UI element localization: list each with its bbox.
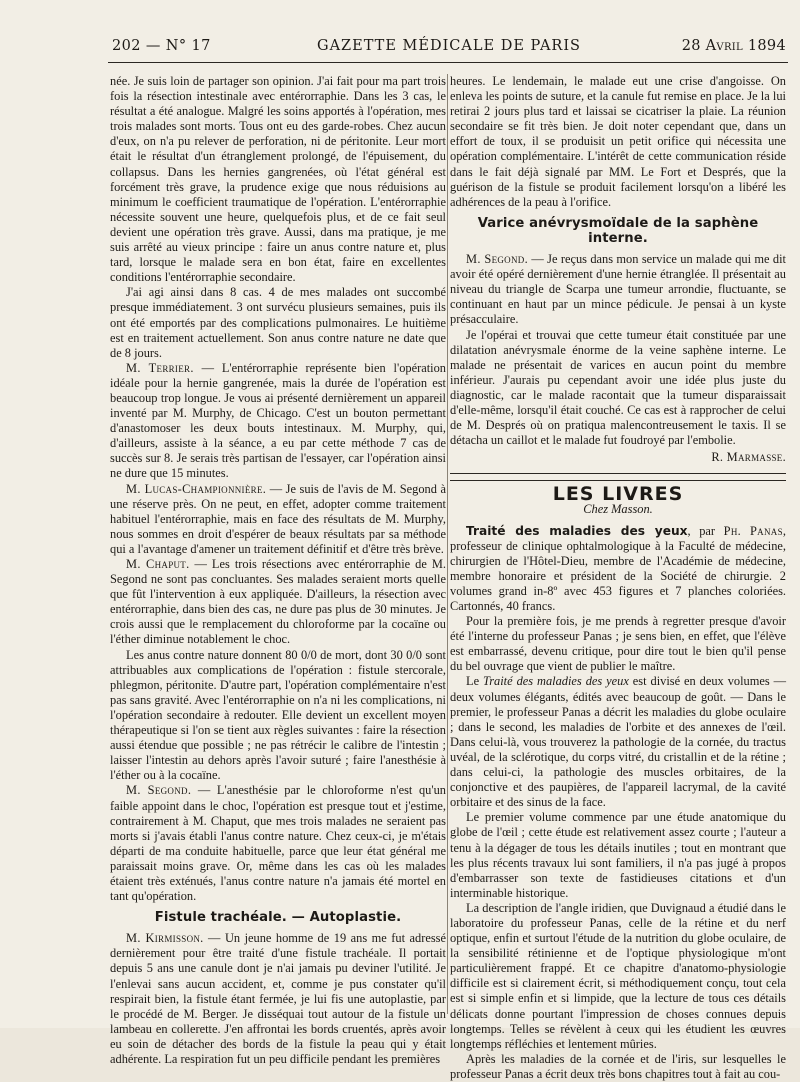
book-title-italic: Traité des maladies des yeux bbox=[483, 674, 629, 689]
paragraph bbox=[110, 931, 446, 1067]
paragraph: Les anus contre nature donnent 80 0/0 de mort, dont 30 0/0 sont attribuables aux complications de l'opération : fistule stercorale, phlegmon, péritonite. D'autre part, l'opération complémentaire n'est pas sans gravité. Avec l'entérorraphie on n'a ni les complications, ni l'opération secondaire à redouter. Elle devient un excellent moyen thérapeutique si l'on se tient aux règles suivantes : faire la résection aussi étendue que possible ; ne pas rétrécir le calibre de l'intestin ; laisser l'intestin au dehors après l'avoir suturé ; faire l'anesthésie à l'éther ou à la cocaïne. bbox=[110, 647, 446, 783]
speech-text: — Un jeune homme de 19 ans me fut adressé dernièrement pour être traité d'une fistule trachéale. Il portait depuis 5 ans une canule dont je n'ai jamais pu deviner l'utilité. Je l'enlevai sans aucun accident, et, comme je pus constater qu'il respirait bien, la fistule étant fermée, je lui fis une autoplastie, par le procédé de M. Berger. Je disséquai tout autour de la fistule un lambeau en collerette. J'en affrontai les bords cruentés, après avoir eu soin de détacher des bords de la fistule la peau qui y était adhérente. La respiration fut un peu difficile pendant les premières bbox=[110, 931, 446, 1066]
speaker-name: M. Chaput. bbox=[126, 557, 190, 571]
paragraph bbox=[450, 252, 786, 327]
journal-title: GAZETTE MÉDICALE DE PARIS bbox=[317, 38, 581, 54]
speaker-name: M. Lucas-Championnière. bbox=[126, 481, 267, 496]
right-column bbox=[450, 74, 786, 1082]
speaker-name: M. Segond. bbox=[126, 783, 192, 798]
section-rule-thin bbox=[450, 480, 786, 481]
speech-text: — L'entérorraphie représente bien l'opération idéale pour la hernie gangrenée, mais la durée de l'opération est beaucoup trop longue. Je vous ai présenté dernièrement un appareil inventé par M. Murphy, de Chicago. C'est un bouton permettant d'anastomoser les deux bouts intestinaux. M. Murphy, qui, d'ailleurs, assiste à la séance, a eu par cette méthode 7 cas de succès sur 8. Je serais très partisan de l'essayer, car l'opération ainsi ne dure que 15 minutes. bbox=[110, 360, 446, 481]
paragraph: J'ai agi ainsi dans 8 cas. 4 de mes malades ont succombé presque immédiatement. 3 ont survécu plusieurs semaines, puis ils ont été emportés par des complications pulmonaires. Le huitième est en traitement actuellement. Son anus contre nature ne date que de 8 jours. bbox=[110, 285, 446, 360]
book-description: , professeur de clinique ophtalmologique à la Faculté de médecine, chirurgien de l'Hôtel-Dieu, membre de l'Académie de médecine, membre honoraire et président de la Société de chirurgie. 2 volumes grand in-8º avec 453 figures et 7 planches coloriées. Cartonnés, 40 francs. bbox=[450, 523, 786, 613]
section-heading: Fistule trachéale. — Autoplastie. bbox=[154, 910, 402, 926]
paragraph bbox=[110, 783, 446, 904]
speech-text: — Je reçus dans mon service un malade qui me dit avoir été opéré dernièrement d'une hernie étranglée. Il présentait au niveau du triangle de Scarpa une tumeur arrondie, fluctuante, se continuant en haut par un mince pédicule. Je pensai à un kyste présacculaire. bbox=[450, 252, 786, 327]
page-number: 202 — N° 17 bbox=[112, 38, 211, 54]
speaker-name: M. Kirmisson. bbox=[126, 931, 204, 946]
section-heading: Varice anévrysmoïdale de la saphène interne. bbox=[477, 215, 759, 246]
text-fragment: est divisé en deux volumes — deux volumes élégants, édités avec beaucoup de goût. — Dans le premier, le professeur Panas a décrit les maladies du globe oculaire ; dans le second, les maladies de l'orbite et des annexes de l'œil. Dans celui-là, vous trouverez la pathologie de la cornée, du tractus uvéal, de la sclérotique, du corps vitré, du cristallin et de la rétine ; dans celui-ci, la pathologie des muscles orbitaires, de la conjonctive et des paupières, de l'appareil lacrymal, de la cavité orbitaire et des sinus de la face. bbox=[450, 674, 787, 810]
section-title-livres: LES LIVRES bbox=[552, 483, 684, 506]
column-divider bbox=[447, 74, 448, 1014]
running-header bbox=[112, 36, 786, 60]
speech-text: — L'anesthésie par le chloroforme n'est qu'un faible appoint dans le choc, l'opération est presque tout et j'estime, contrairement à M. Chaput, que mes trois malades ne seraient pas morts si j'avais établi l'anus contre nature. Chez ceux-ci, je m'étais départi de ma conduite habituelle, parce que leur état général me paraissait moins grave. Or, même dans les cas où les malades étaient très exténués, l'anus contre nature n'a jamais été mortel en tant qu'opération. bbox=[110, 783, 446, 904]
book-title: Traité des maladies des yeux bbox=[466, 523, 688, 538]
signature: R. Marmasse. bbox=[711, 450, 786, 465]
paragraph: Je l'opérai et trouvai que cette tumeur était constituée par une dilatation anévrysmale énorme de la veine saphène interne. Le malade ne présentait de varices en aucun point du membre inférieur. J'aurais pu cependant avoir une idée plus juste du diagnostic, car le malade racontait que la tumeur disparaissait d'elle-même, lorsqu'il était couché. Ce cas est à rapprocher de celui de M. Després où on pratiqua malencontreusement le taxis. Il se détacha un caillot et le malade fut foudroyé par l'embolie. bbox=[450, 327, 786, 448]
speech-text: — Les trois résections avec entérorraphie de M. Segond ne sont pas concluantes. Ses malades seraient morts quelle que fût l'intervention à eux appliquée. D'ailleurs, la résection avec entérorraphie, dans bien des cas, ne dure pas plus de 30 minutes. Je crois aussi que le remplacement du chloroforme par la cocaïne ou l'éther diminue notablement le choc. bbox=[110, 557, 447, 647]
book-author: Ph. Panas bbox=[723, 523, 783, 538]
publisher-line: Chez Masson. bbox=[583, 502, 653, 517]
text-fragment: Le bbox=[466, 674, 484, 689]
issue-date: 28 Avril 1894 bbox=[681, 38, 786, 54]
section-rule bbox=[450, 473, 786, 474]
speech-text: — Je suis de l'avis de M. Segond à une réserve près. On ne peut, en effet, adopter comme traitement habituel l'entérorraphie, mais en face des résultats de M. Murphy, nous sommes en droit d'espérer de beaux résultats par sa méthode qui a l'avantage d'amener un traitement définitif et d'être très brève. bbox=[110, 481, 446, 556]
paragraph: Le premier volume commence par une étude anatomique du globe de l'œil ; cette étude est relativement assez courte ; l'auteur a tenu à la dégager de tous les détails inutiles ; tout en montrant que les plus récents travaux lui sont familiers, il n'a pas jugé à propos d'embarrasser son texte de fastidieuses citations et d'un interminable historique. bbox=[450, 810, 786, 900]
paragraph: heures. Le lendemain, le malade eut une crise d'angoisse. On enleva les points de suture, et la canule fut remise en place. Je la lui retirai 2 jours plus tard et laissai se cicatriser la plaie. La réunion secondaire se fit très bien. Je doit noter cependant que, dans un effort de toux, il se produisit un petit orifice qui nécessita une opération complémentaire. L'intérêt de cette communication réside dans le fait déjà signalé par MM. Le Fort et Després, que la guérison de la fistule se produit facilement lorsqu'on a libéré les adhérences de la peau à l'orifice. bbox=[450, 74, 786, 209]
header-rule bbox=[108, 62, 788, 63]
paragraph bbox=[450, 674, 786, 810]
speaker-name: M. Segond. bbox=[466, 252, 528, 267]
paragraph bbox=[110, 482, 446, 557]
paragraph: Après les maladies de la cornée et de l'iris, sur lesquelles le professeur Panas a écrit deux très bons chapitres tout à fait au cou- bbox=[450, 1051, 786, 1081]
paragraph: née. Je suis loin de partager son opinion. J'ai fait pour ma part trois fois la résection intestinale avec entérorraphie. Dans les 3 cas, le résultat a été analogue. Malgré les soins apportés à l'opération, mes trois malades sont morts. Tous ont eu des garde-robes. Chez aucun d'eux, on n'a pu relever de perforation, ni de péritonite. Leur mort était le résultat d'un étranglement prolongé, de l'épuisement, du collapsus. Dans les hernies gangrenées, où l'état général est forcément très grave, la prudence exige que nous réduisions au minimum le coefficient traumatique de l'opération. L'entérorraphie nécessite souvent une heure, quelquefois plus, et de ce fait seul devient une opération très grave. Aussi, dans ma pratique, je me suis arrêté au vieux principe : faire un anus contre nature et, plus tard, lorsque le malade sera en bon état, faire en excellentes conditions l'entérorraphie secondaire. bbox=[110, 74, 446, 285]
left-column bbox=[110, 74, 446, 1067]
paragraph bbox=[110, 361, 446, 482]
book-entry bbox=[450, 524, 786, 615]
book-by: , par bbox=[687, 523, 724, 538]
speaker-name: M. Terrier. bbox=[126, 360, 194, 375]
paragraph: Pour la première fois, je me prends à regretter presque d'avoir été l'interne du professeur Panas ; je sens bien, en effet, que l'élève est embarrassé, devenu critique, pour dire tout le bien qu'il pense du bel ouvrage que vient de publier le maître. bbox=[450, 614, 786, 674]
paragraph: La description de l'angle iridien, que Duvignaud a étudié dans le laboratoire du professeur Panas, celle de la rétine et du nerf optique, enfin et surtout l'étude de la nutrition du globe oculaire, de la sensibilité rétinienne et de l'optique physiologique m'ont particulièrement frappé. Et ce chapitre d'anatomo-physiologie difficile est si clairement écrit, si méthodiquement conçu, tout cela est si simple enfin et si limpide, que la lecture de tous ces détails délicats donne pourtant l'impression de choses connues depuis longtemps. Telles se révèlent à ceux qui les étudient les œuvres longtemps réfléchies et lentement mûries. bbox=[450, 900, 786, 1051]
paragraph bbox=[110, 557, 446, 648]
